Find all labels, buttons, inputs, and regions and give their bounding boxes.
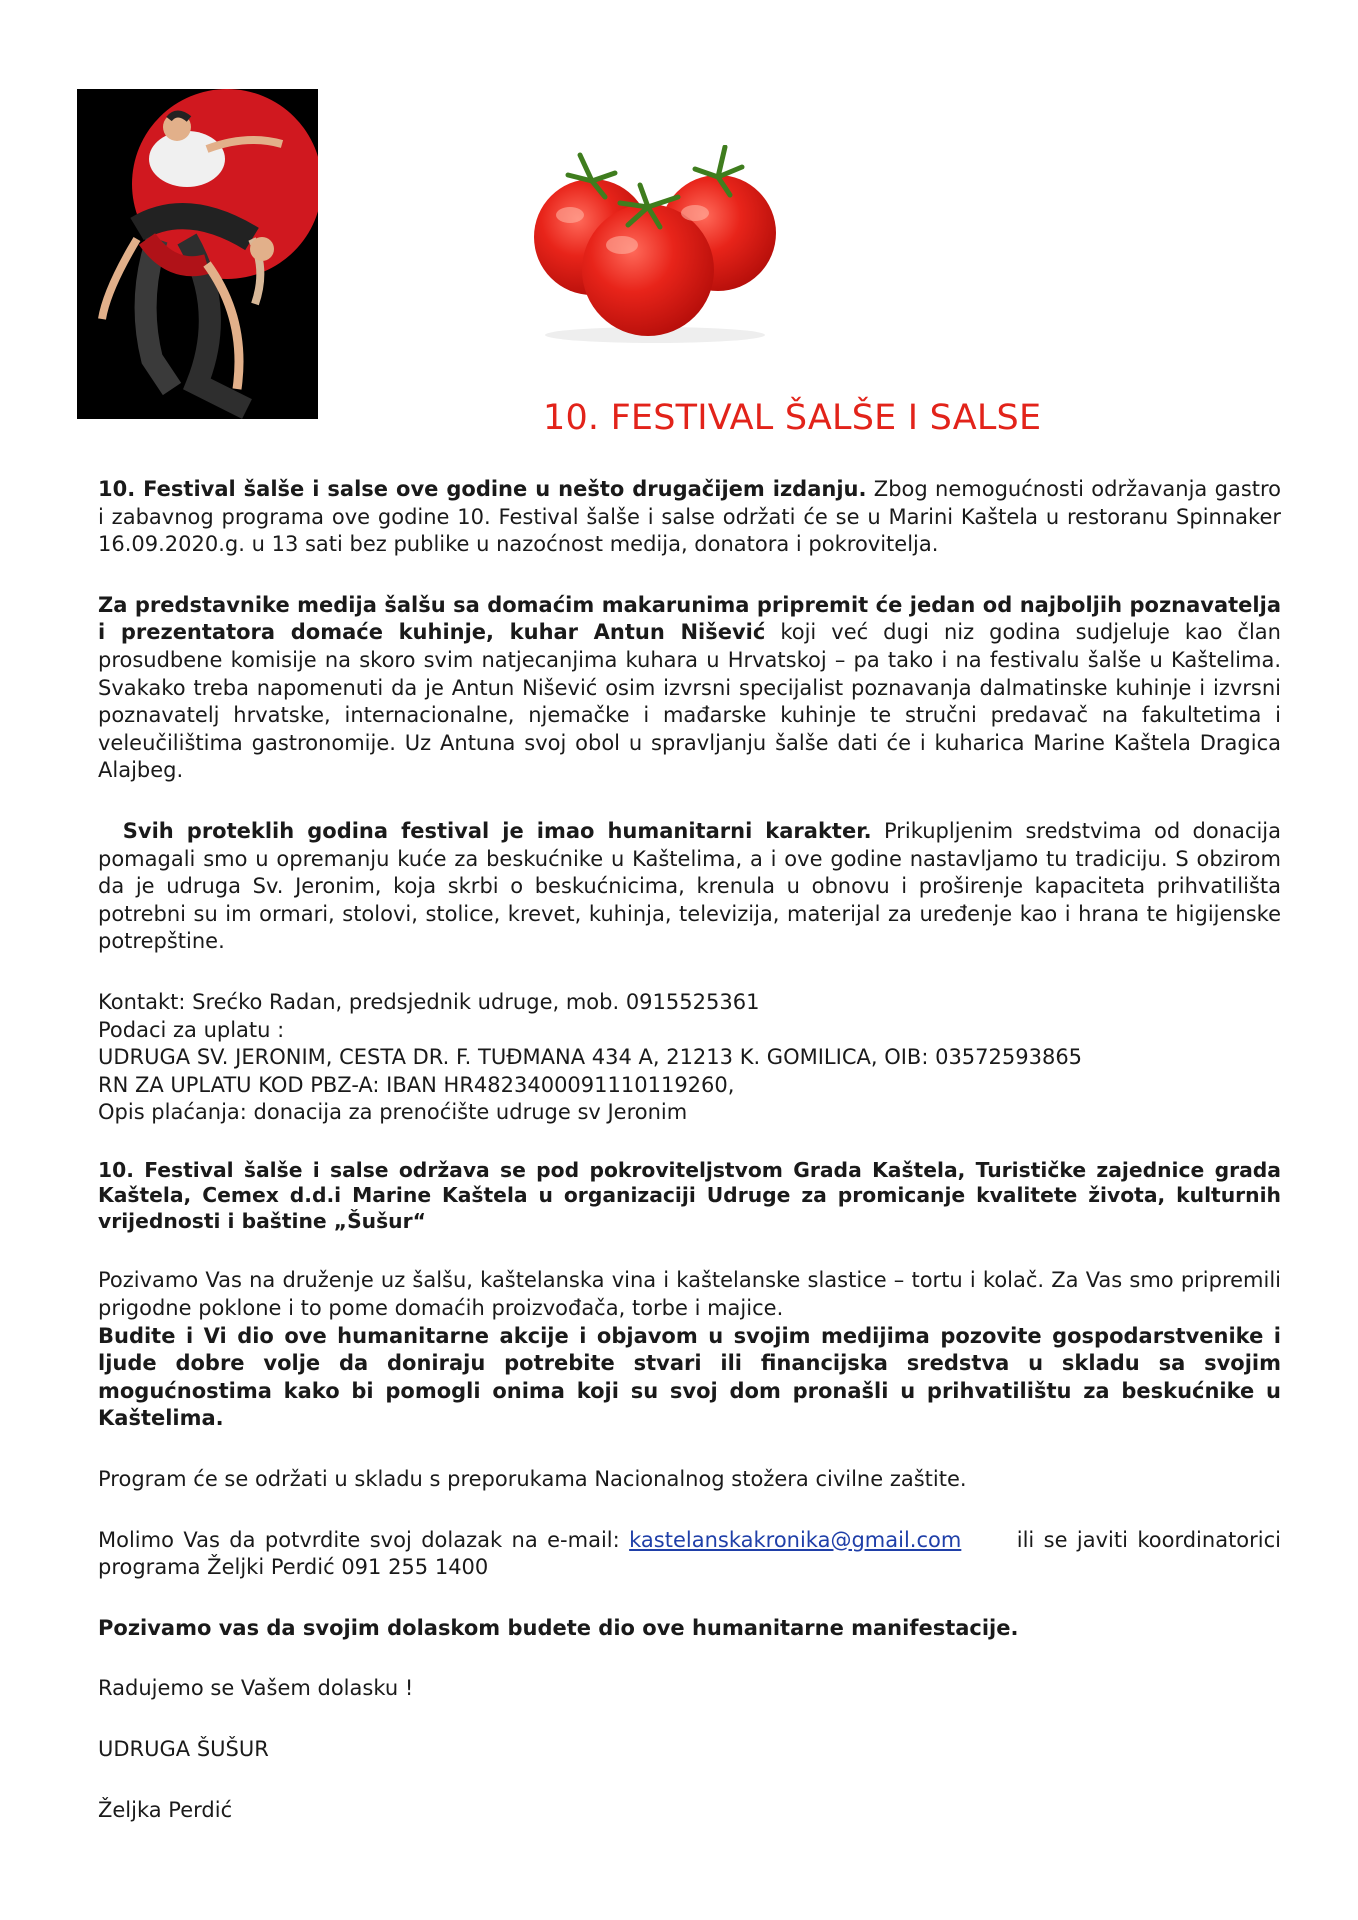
charity-lead: Svih proteklih godina festival je imao humanitarni karakter. [122, 818, 872, 843]
payment-address: UDRUGA SV. JERONIM, CESTA DR. F. TUĐMANA 434 A, 21213 K. GOMILICA, OIB: 03572593865 [98, 1045, 1083, 1070]
rsvp-text-before: Molimo Vas da potvrdite svoj dolazak na e-mail: [98, 1527, 630, 1552]
salsa-dancers-image [77, 89, 318, 419]
contact-block [98, 989, 1281, 1127]
rsvp-text-after: ili se javiti koordinatorici programa Željki Perdić 091 255 1400 [98, 1527, 1282, 1580]
chef-lead: Za predstavnike medija šalšu sa domaćim makarunima pripremit će jedan od najboljih poznavatelja i prezentatora domaće kuhinje, kuhar Antun Nišević [98, 592, 1281, 645]
intro-text: Zbog nemogućnosti održavanja gastro i zabavnog programa ove godine 10. Festival šalše i salse održati će se u Marini Kaštela u restoranu Spinnaker 16.09.2020.g. u 13 sati bez publike u nazoćnost medija, donatora i pokrovitelja. [98, 477, 1282, 557]
payment-heading: Podaci za uplatu : [98, 1017, 285, 1042]
closing-paragraph: Pozivamo vas da svojim dolaskom budete dio ove humanitarne manifestacije. [98, 1615, 1019, 1640]
intro-lead: 10. Festival šalše i salse ove godine u nešto drugačijem izdanju. [98, 477, 867, 501]
call-to-action-paragraph: Budite i Vi dio ove humanitarne akcije i objavom u svojim medijima pozovite gospodarstvenike i ljude dobre volje da doniraju potrebite stvari ili financijska sredstva u skladu sa svojim mogućnostima kako bi pomogli onima koji su svoj dom pronašli u prihvatilištu za beskućnike u Kaštelima. [98, 1323, 1281, 1431]
signature-name: Željka Perdić [98, 1797, 233, 1822]
organization-name: UDRUGA ŠUŠUR [98, 1736, 269, 1761]
email-link[interactable]: kastelanskakronika@gmail.com [629, 1527, 962, 1552]
rsvp-paragraph [98, 1527, 1281, 1582]
program-paragraph: Program će se održati u skladu s preporukama Nacionalnog stožera civilne zaštite. [98, 1466, 967, 1491]
invite-paragraph: Pozivamo Vas na druženje uz šalšu, kaštelanska vina i kaštelanske slastice – tortu i kolač. Za Vas smo pripremili prigodne poklone i to pome domaćih proizvođača, torbe i majice. [98, 1268, 1281, 1320]
chef-text: koji već dugi niz godina sudjeluje kao član prosudbene komisije na skoro svim natjecanjima kuhara u Hrvatskoj – pa tako i na festivalu šalše u Kaštelima. Svakako treba napomenuti da je Antun Nišević osim izvrsni specijalist poznavanja dalmatinske kuhinje i izvrsni poznavatelj hrvatske, internacionalne, njemačke i mađarske kuhinje te stručni predavač na fakultetima i veleučilištima gastronomije. Uz Antuna svoj obol u spravljanju šalše dati će i kuharica Marine Kaštela Dragica Alajbeg. [98, 620, 1281, 783]
payment-description: Opis plaćanja: donacija za prenoćište udruge sv Jeronim [98, 1100, 688, 1125]
chef-paragraph [98, 592, 1281, 785]
payment-iban: RN ZA UPLATU KOD PBZ-A: IBAN HR4823400091110119260, [98, 1072, 735, 1097]
intro-paragraph [98, 476, 1281, 559]
greeting-line: Radujemo se Vašem dolasku ! [98, 1676, 414, 1701]
charity-text: Prikupljenim sredstvima od donacija pomagali smo u opremanju kuće za beskućnike u Kaštelima, a i ove godine nastavljamo tu tradiciju. S obzirom da je udruga Sv. Jeronim, koja skrbi o beskućnicima, krenula u obnovu i proširenje kapaciteta prihvatilišta potrebni su im ormari, stolovi, stolice, krevet, kuhinja, televizija, materijal za uređenje kao i hrana te higijenske potrepštine. [98, 818, 1281, 954]
document-body [98, 476, 1281, 1824]
contact-line: Kontakt: Srećko Radan, predsjednik udruge, mob. 0915525361 [98, 989, 760, 1014]
sponsor-paragraph: 10. Festival šalše i salse održava se pod pokroviteljstvom Grada Kaštela, Turističke zajednice grada Kaštela, Cemex d.d.i Marine Kaštela u organizaciji Udruge za promicanje kvalitete života, kulturnih vrijednosti i baštine „Šušur“ [98, 1157, 1281, 1233]
festival-title: 10. FESTIVAL ŠALŠE I SALSE [543, 398, 1042, 438]
tomatoes-image [520, 145, 790, 345]
charity-paragraph [98, 818, 1281, 956]
